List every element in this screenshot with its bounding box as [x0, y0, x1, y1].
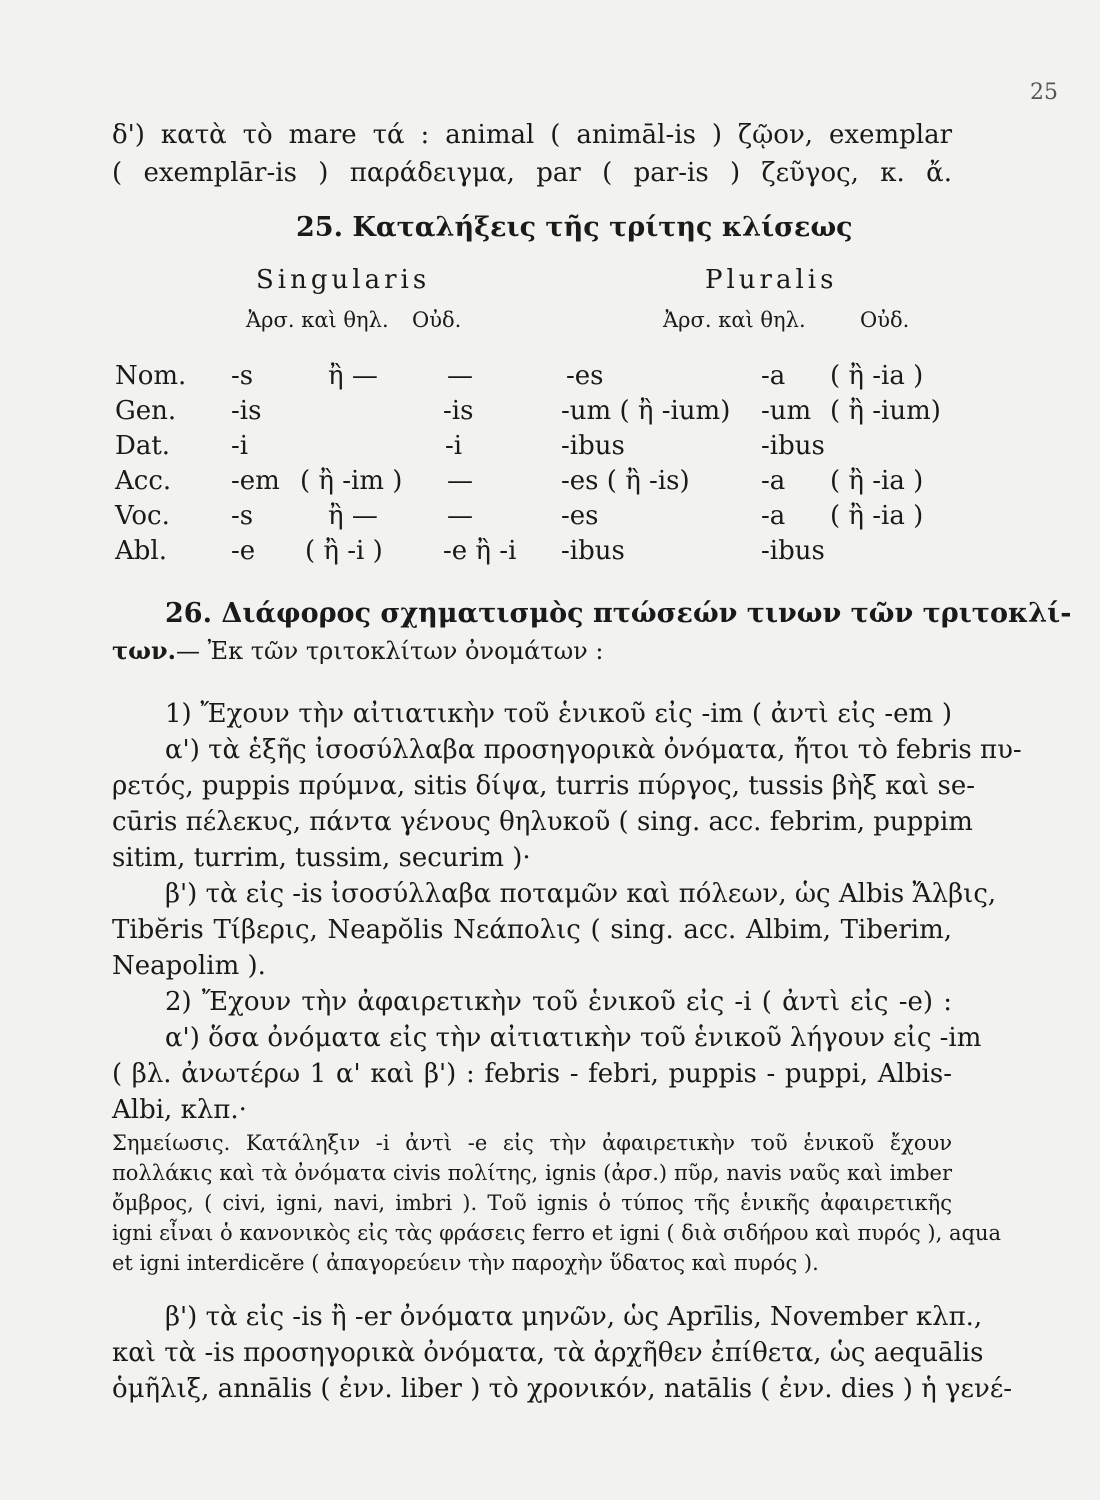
pl-mf-ending: -es	[566, 361, 604, 391]
section-25-title: 25. Καταλήξεις τῆς τρίτης κλίσεως	[296, 212, 853, 243]
pl-mf-ending: -um ( ἢ -ium)	[561, 396, 731, 426]
body-line: β') τὰ εἰς -is ἰσοσύλλαβα ποταμῶν καὶ πόλεων, ὡς Albis Ἄλβις,	[165, 879, 997, 909]
body-line: Neapolim ).	[112, 951, 266, 981]
tail-line: καὶ τὰ -is προσηγορικὰ ὀνόματα, τὰ ἀρχῆθεν ἐπίθετα, ὡς aequālis	[112, 1338, 984, 1368]
case-label: Acc.	[115, 466, 172, 496]
note-line: et igni interdicĕre ( ἀπαγορεύειν τὴν παροχὴν ὕδατος καὶ πυρός ).	[112, 1251, 819, 1275]
pluralis-heading: Pluralis	[705, 265, 838, 295]
pl-n-ending: -a	[761, 466, 786, 496]
sg-alt-ending: ἢ —	[328, 501, 378, 531]
case-label: Dat.	[115, 431, 171, 461]
body-line: α') ὅσα ὀνόματα εἰς τὴν αἰτιατικὴν τοῦ ἑνικοῦ λήγουν εἰς -im	[165, 1023, 982, 1053]
body-line: ( βλ. ἀνωτέρω 1 α' καὶ β') : febris - febri, puppis - puppi, Albis-	[112, 1059, 952, 1089]
pl-n-ending: -a	[761, 361, 786, 391]
body-line: 1) Ἔχουν τὴν αἰτιατικὴν τοῦ ἑνικοῦ εἰς -im ( ἀντὶ εἰς -em )	[165, 699, 952, 729]
sg-n-ending: —	[447, 466, 473, 496]
pl-n-ending: -a	[761, 501, 786, 531]
body-line: Albi, κλπ.·	[112, 1095, 247, 1125]
body-line: α') τὰ ἑξῆς ἰσοσύλλαβα προσηγορικὰ ὀνόματα, ἤτοι τὸ febris πυ-	[165, 735, 1022, 765]
singularis-heading: Singularis	[256, 265, 431, 295]
sg-n-ending: -i	[445, 431, 463, 461]
sg-mf-ending: -em	[231, 466, 280, 496]
intro-line-2: ( exemplār-is ) παράδειγμα, par ( par-is ) ζεῦγος, κ. ἄ.	[112, 158, 952, 188]
case-label: Voc.	[115, 501, 170, 531]
sg-mf-ending: -is	[231, 396, 262, 426]
sg-mf-ending: -s	[231, 501, 254, 531]
col-head-n-pl: Οὐδ.	[860, 308, 910, 332]
sg-alt-ending: ( ἢ -im )	[300, 466, 403, 496]
pl-n-ending: -ibus	[761, 431, 825, 461]
sg-n-ending: —	[447, 501, 473, 531]
section-26-intro: — Ἐκ τῶν τριτοκλίτων ὀνομάτων :	[176, 637, 604, 665]
pl-mf-ending: -ibus	[561, 431, 625, 461]
case-label: Nom.	[115, 361, 187, 391]
sg-mf-ending: -s	[231, 361, 254, 391]
pl-mf-ending: -ibus	[561, 536, 625, 566]
body-line: cūris πέλεκυς, πάντα γένους θηλυκοῦ ( sing. acc. febrim, puppim	[112, 807, 973, 837]
pl-alt-ending: ( ἢ -ia )	[830, 501, 924, 531]
col-head-mf-sg: Ἀρσ. καὶ θηλ.	[246, 308, 389, 332]
section-26-title-cont	[112, 634, 952, 668]
tail-line: ὁμῆλιξ, annālis ( ἐνν. liber ) τὸ χρονικόν, natālis ( ἐνν. dies ) ἡ γενέ-	[112, 1374, 1013, 1404]
note-line: igni εἶναι ὁ κανονικὸς εἰς τὰς φράσεις ferro et igni ( διὰ σιδήρου καὶ πυρός ), aqua	[112, 1221, 1001, 1245]
section-26-title-bold: των.	[112, 636, 177, 665]
section-26-title: 26. Διάφορος σχηματισμὸς πτώσεών τινων τῶν τριτοκλί-	[165, 598, 1072, 629]
body-line: ρετός, puppis πρύμνα, sitis δίψα, turris πύργος, tussis βὴξ καὶ se-	[112, 771, 976, 801]
sg-mf-ending: -i	[231, 431, 249, 461]
intro-line-1: δ') κατὰ τὸ mare τά : animal ( animāl-is ) ζῷον, exemplar	[112, 120, 952, 150]
note-line: ὄμβρος, ( civi, igni, navi, imbri ). Τοῦ ignis ὁ τύπος τῆς ἑνικῆς ἀφαιρετικῆς	[112, 1191, 952, 1215]
sg-n-ending: -is	[443, 396, 474, 426]
case-label: Abl.	[115, 536, 167, 566]
pl-mf-ending: -es	[561, 501, 599, 531]
sg-mf-ending: -e	[231, 536, 256, 566]
pl-mf-ending: -es ( ἢ -is)	[561, 466, 690, 496]
note-line: Σημείωσις. Κατάληξιν -i ἀντὶ -e εἰς τὴν ἀφαιρετικὴν τοῦ ἑνικοῦ ἔχουν	[112, 1131, 952, 1155]
sg-alt-ending: ( ἢ -i )	[305, 536, 383, 566]
col-head-mf-pl: Ἀρσ. καὶ θηλ.	[663, 308, 806, 332]
pl-n-ending: -um	[761, 396, 812, 426]
page-number: 25	[1030, 80, 1058, 105]
body-line: 2) Ἔχουν τὴν ἀφαιρετικὴν τοῦ ἑνικοῦ εἰς -i ( ἀντὶ εἰς -e) :	[165, 987, 952, 1017]
sg-n-ending: -e ἢ -i	[443, 536, 517, 566]
note-line: πολλάκις καὶ τὰ ὀνόματα civis πολίτης, ignis (ἀρσ.) πῦρ, navis ναῦς καὶ imber	[112, 1161, 952, 1185]
pl-alt-ending: ( ἢ -ium)	[830, 396, 941, 426]
case-label: Gen.	[115, 396, 177, 426]
pl-alt-ending: ( ἢ -ia )	[830, 466, 924, 496]
sg-alt-ending: ἢ —	[328, 361, 378, 391]
pl-alt-ending: ( ἢ -ia )	[830, 361, 924, 391]
tail-line: β') τὰ εἰς -is ἢ -er ὀνόματα μηνῶν, ὡς Aprīlis, November κλπ.,	[165, 1302, 983, 1332]
sg-n-ending: —	[447, 361, 473, 391]
pl-n-ending: -ibus	[761, 536, 825, 566]
body-line: sitim, turrim, tussim, securim )·	[112, 843, 531, 873]
body-line: Tibĕris Τίβερις, Neapŏlis Νεάπολις ( sing. acc. Albim, Tiberim,	[112, 915, 952, 945]
col-head-n-sg: Οὐδ.	[412, 308, 462, 332]
